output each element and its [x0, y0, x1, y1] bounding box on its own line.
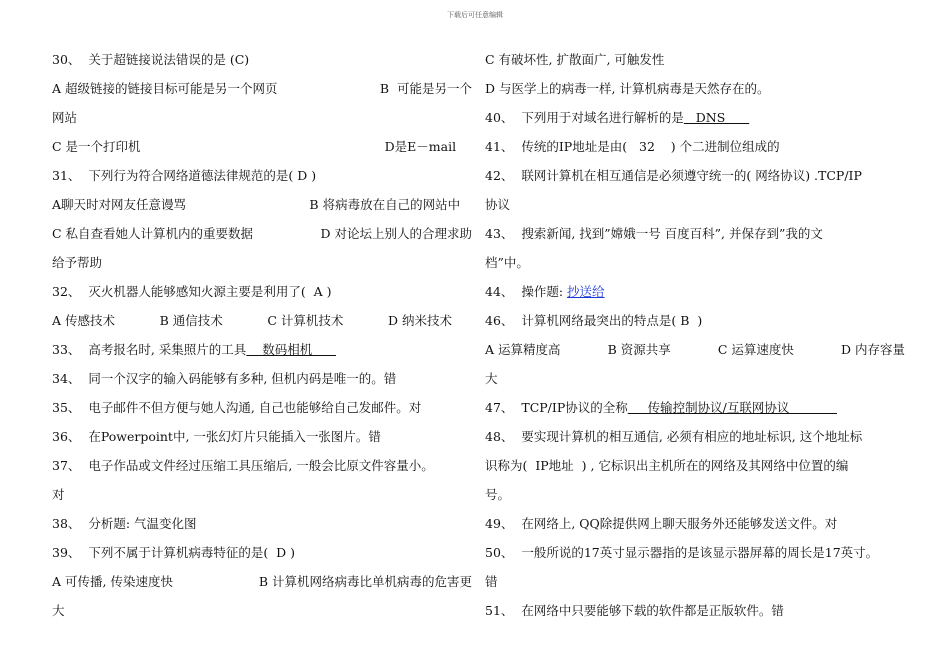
line-text: 43、 搜索新闻, 找到”嫦娥一号 百度百科”, 并保存到”我的文 — [485, 226, 823, 241]
line-text: 48、 要实现计算机的相互通信, 必须有相应的地址标识, 这个地址标 — [485, 429, 863, 444]
line-segment: B 可能是另一个 — [379, 81, 472, 96]
line-segment: C 是一个打印机 — [52, 139, 141, 154]
text-line — [52, 161, 472, 190]
page-header: 下载后可任意编辑 — [447, 11, 503, 19]
line-segment: 44、 操作题: — [485, 284, 568, 299]
text-line — [52, 538, 472, 567]
text-line — [485, 74, 905, 103]
line-segment: A聊天时对网友任意谩骂 — [52, 197, 187, 212]
text-line — [52, 45, 472, 74]
answer-blank: 数码相机 — [246, 342, 337, 357]
text-line — [485, 306, 905, 335]
text-line — [52, 596, 472, 625]
text-line — [485, 219, 905, 248]
line-segment: B 计算机网络病毒比单机病毒的危害更 — [258, 574, 472, 589]
line-text: 49、 在网络上, QQ除提供网上聊天服务外还能够发送文件。对 — [485, 516, 838, 531]
line-segment: D是E－mail — [384, 139, 472, 154]
line-segment: C 计算机技术 — [267, 313, 344, 328]
text-line — [52, 306, 472, 335]
line-text: 34、 同一个汉字的输入码能够有多种, 但机内码是唯一的。错 — [52, 371, 397, 386]
text-line — [485, 45, 905, 74]
text-line — [52, 277, 472, 306]
text-line — [52, 190, 472, 219]
text-line — [52, 103, 472, 132]
answer-blank: 传输控制协议/互联网协议 — [627, 400, 837, 415]
line-text: 51、 在网络中只要能够下载的软件都是正版软件。错 — [485, 603, 784, 618]
text-line — [485, 335, 905, 364]
line-text: 36、 在Powerpoint中, 一张幻灯片只能插入一张图片。错 — [52, 429, 381, 444]
line-segment: B 将病毒放在自己的网站中 — [309, 197, 472, 212]
line-segment: A 超级链接的链接目标可能是另一个网页 — [52, 81, 278, 96]
text-line — [485, 132, 905, 161]
line-text: D 与医学上的病毒一样, 计算机病毒是天然存在的。 — [485, 81, 770, 96]
text-line — [485, 509, 905, 538]
text-line — [52, 74, 472, 103]
text-line — [52, 451, 472, 480]
text-line — [485, 161, 905, 190]
line-text: 给予帮助 — [52, 255, 103, 270]
line-text: C 有破坏性, 扩散面广, 可触发性 — [485, 52, 665, 67]
line-segment: 33、 高考报名时, 采集照片的工具 — [52, 342, 247, 357]
text-line — [52, 393, 472, 422]
line-text: 41、 传统的IP地址是由( 32 ) 个二进制位组成的 — [485, 139, 780, 154]
text-line — [52, 509, 472, 538]
line-text: 网站 — [52, 110, 78, 125]
text-line — [52, 248, 472, 277]
line-text: 32、 灭火机器人能够感知火源主要是利用了( A ) — [52, 284, 332, 299]
text-line — [52, 132, 472, 161]
line-text: 对 — [52, 487, 65, 502]
right-column — [485, 45, 905, 625]
line-segment: D 内存容量 — [840, 342, 905, 357]
line-text: 31、 下列行为符合网络道德法律规范的是( D ) — [52, 168, 317, 183]
line-segment: A 传感技术 — [52, 313, 116, 328]
answer-blank: DNS — [683, 110, 750, 125]
text-line — [485, 567, 905, 596]
line-segment: D 对论坛上别人的合理求助 — [320, 226, 472, 241]
text-line — [485, 190, 905, 219]
line-segment: C 私自查看她人计算机内的重要数据 — [52, 226, 254, 241]
text-line — [52, 480, 472, 509]
line-text: 37、 电子作品或文件经过压缩工具压缩后, 一般会比原文件容量小。 — [52, 458, 434, 473]
line-segment: C 运算速度快 — [717, 342, 794, 357]
line-segment: A 可传播, 传染速度快 — [52, 574, 173, 589]
line-text: 38、 分析题: 气温变化图 — [52, 516, 197, 531]
text-line — [485, 596, 905, 625]
line-segment: D 纳米技术 — [387, 313, 452, 328]
line-text: 30、 关于超链接说法错误的是 (C) — [52, 52, 250, 67]
text-line — [52, 335, 472, 364]
text-line — [485, 277, 905, 306]
text-line — [485, 248, 905, 277]
line-text: 档”中。 — [485, 255, 529, 270]
text-line — [52, 567, 472, 596]
line-text: 号。 — [485, 487, 511, 502]
text-line — [485, 451, 905, 480]
line-text: 错 — [485, 574, 498, 589]
line-text: 50、 一般所说的17英寸显示器指的是该显示器屏幕的周长是17英寸。 — [485, 545, 879, 560]
line-text: 协议 — [485, 197, 511, 212]
text-line — [485, 538, 905, 567]
line-text: 大 — [485, 371, 498, 386]
left-column — [52, 45, 472, 625]
text-line — [52, 219, 472, 248]
line-segment: A 运算精度高 — [485, 342, 561, 357]
text-line — [485, 480, 905, 509]
text-line — [485, 393, 905, 422]
line-text: 46、 计算机网络最突出的特点是( B ) — [485, 313, 703, 328]
link-text[interactable]: 抄送给 — [567, 284, 605, 299]
line-text: 识称为( IP地址 ) , 它标识出主机所在的网络及其网络中位置的编 — [485, 458, 849, 473]
text-line — [485, 422, 905, 451]
text-line — [52, 364, 472, 393]
line-text: 35、 电子邮件不但方便与她人沟通, 自己也能够给自己发邮件。对 — [52, 400, 422, 415]
text-line — [52, 422, 472, 451]
line-segment: B 资源共享 — [607, 342, 671, 357]
line-segment: 47、 TCP/IP协议的全称 — [485, 400, 628, 415]
text-line — [485, 364, 905, 393]
line-segment: B 通信技术 — [159, 313, 223, 328]
text-line — [485, 103, 905, 132]
line-segment: 40、 下列用于对域名进行解析的是 — [485, 110, 684, 125]
line-text: 42、 联网计算机在相互通信是必须遵守统一的( 网络协议) .TCP/IP — [485, 168, 862, 183]
line-text: 大 — [52, 603, 65, 618]
line-text: 39、 下列不属于计算机病毒特征的是( D ) — [52, 545, 296, 560]
